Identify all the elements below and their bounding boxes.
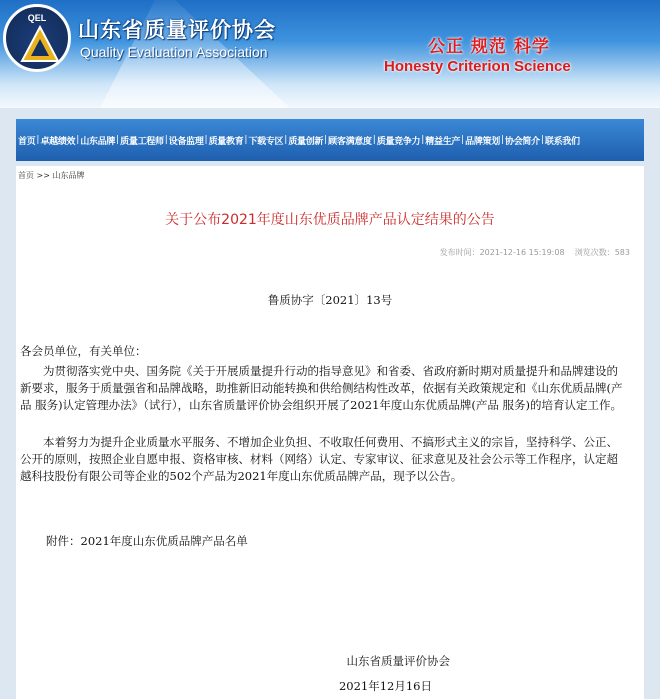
signature: 山东省质量评价协会 xyxy=(346,654,450,668)
signature-date: 2021年12月16日 xyxy=(338,679,432,693)
view-count: 浏览次数：583 xyxy=(574,248,630,257)
attachment-line[interactable]: 附件：2021年度山东优质品牌产品名单 xyxy=(46,534,248,548)
slogan: 公正 规范 科学 xyxy=(428,37,550,57)
nav-item-excellence[interactable]: 卓越绩效 xyxy=(40,136,76,147)
article-panel xyxy=(16,166,644,699)
nav-item-downloads[interactable]: 下载专区 xyxy=(248,136,284,147)
publish-time: 发布时间：2021-12-16 15:19:08 xyxy=(439,248,565,257)
nav-item-home[interactable]: 首页 xyxy=(18,136,36,147)
triangle-logo-icon xyxy=(20,25,60,65)
salutation: 各会员单位，有关单位： xyxy=(20,344,147,358)
paragraph-2: 本着努力为提升企业质量水平服务、不增加企业负担、不收取任何费用、不搞形式主义的宗旨，坚持科学、公正、公开的原则，按照企业自愿申报、资格审核、材料（网络）认定、专家审议、征求意见及社会公示等工作程序，认定超越科技股份有限公司等企业的502个产品为2021年度山东优质品牌产品，现予以公告。 xyxy=(20,435,618,483)
article-meta xyxy=(440,247,630,258)
document-number: 鲁质协字〔2021〕13号 xyxy=(267,293,393,307)
association-logo[interactable] xyxy=(3,4,71,72)
site-name: 山东省质量评价协会 xyxy=(78,18,276,42)
paragraph-1: 为贯彻落实党中央、国务院《关于开展质量提升行动的指导意见》和省委、省政府新时期对质量提升和品牌建设的新要求，服务于质量强省和品牌战略，助推新旧动能转换和供给侧结构性改革，依据有关政策规定和《山东优质品牌(产品 服务)认定管理办法》（试行），山东省质量评价协会组织开展了2021年度山东优质品牌(产品 服务)的培育认定工作。 xyxy=(20,364,623,412)
nav-item-quality-engineer[interactable]: 质量工程师 xyxy=(120,136,164,147)
nav-item-quality-education[interactable]: 质量教育 xyxy=(208,136,244,147)
main-nav: 首页 | 卓越绩效 | 山东品牌 | 质量工程师 | 设备监理 | 质量教育 | 下载专区 | 质量创新 | 顾客满意度 | 质量竞争力 | 精益生产 | 品牌策划 | 协会简介 | 联系我们 xyxy=(16,119,644,161)
breadcrumb-home[interactable]: 首页 xyxy=(18,171,34,180)
header-banner xyxy=(0,0,660,108)
logo-text: QEL xyxy=(27,13,47,23)
nav-item-equipment-supervision[interactable]: 设备监理 xyxy=(168,136,204,147)
nav-item-customer-satisfaction[interactable]: 顾客满意度 xyxy=(328,136,372,147)
slogan-english: Honesty Criterion Science xyxy=(384,58,571,75)
nav-item-about[interactable]: 协会简介 xyxy=(505,136,540,147)
breadcrumb xyxy=(18,170,85,181)
nav-item-shandong-brand[interactable]: 山东品牌 xyxy=(80,136,116,147)
site-name-english: Quality Evaluation Association xyxy=(80,44,268,60)
breadcrumb-current[interactable]: 山东品牌 xyxy=(52,171,85,180)
nav-item-quality-competitiveness[interactable]: 质量竞争力 xyxy=(376,136,421,147)
nav-item-brand-planning[interactable]: 品牌策划 xyxy=(465,136,500,147)
nav-item-lean-production[interactable]: 精益生产 xyxy=(425,136,461,147)
breadcrumb-separator: >> xyxy=(36,171,50,180)
nav-item-contact[interactable]: 联系我们 xyxy=(544,136,580,147)
article-title: 关于公布2021年度山东优质品牌产品认定结果的公告 xyxy=(165,212,495,228)
nav-item-quality-innovation[interactable]: 质量创新 xyxy=(288,136,324,147)
